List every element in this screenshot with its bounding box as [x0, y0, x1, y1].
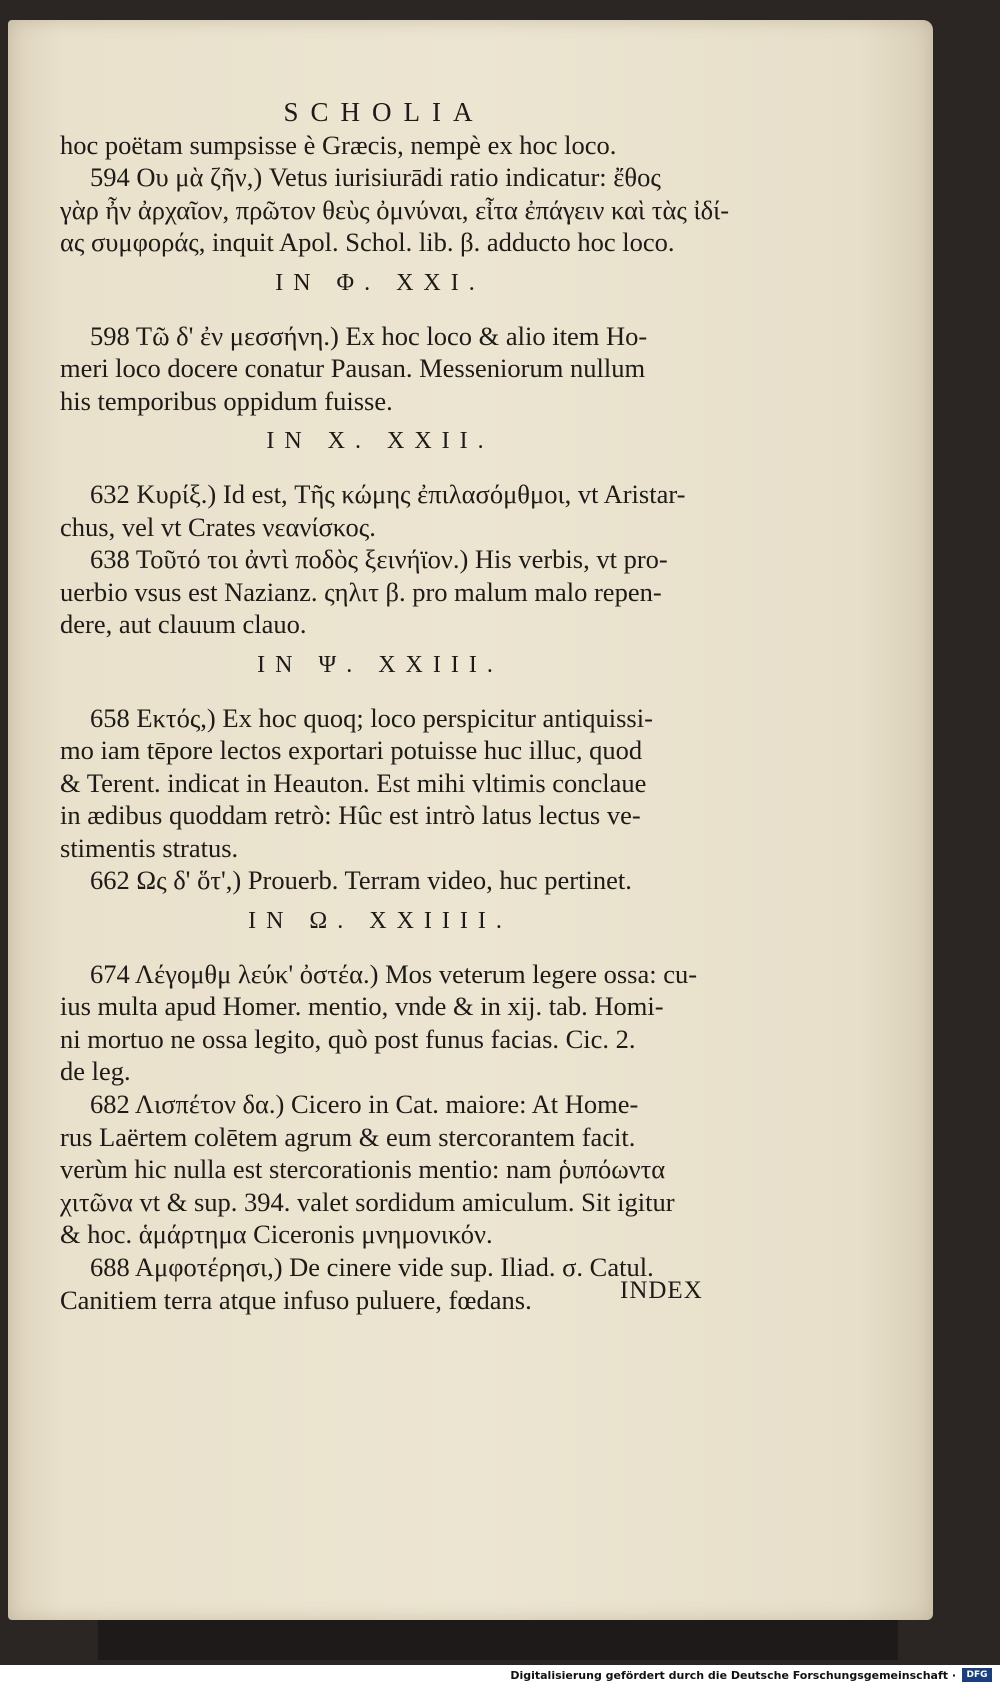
text-line: verùm hic nulla est stercorationis mentio: nam ῥυπόωντα	[60, 1154, 666, 1185]
text-line: 598 Τῶ δ' ἐν μεσσήνη.) Ex hoc loco & alio item Ho-	[90, 320, 648, 351]
text-line: & hoc. ἁμάρτημα Ciceronis μνημονικόν.	[60, 1219, 493, 1250]
text-line: ni mortuo ne ossa legito, quò post funus facias. Cic. 2.	[60, 1023, 636, 1054]
footer-credit: Digitalisierung gefördert durch die Deutsche Forschungsgemeinschaft ·	[510, 1669, 956, 1682]
text-line: 658 Εκτός,) Ex hoc quoq; loco perspicitur antiquissi-	[90, 702, 653, 733]
dfg-logo-icon: DFG	[962, 1668, 992, 1682]
text-line: 688 Αμφοτέρησι,) De cinere vide sup. Iliad. σ. Catul.	[90, 1252, 654, 1282]
section-book-23	[60, 649, 700, 897]
text-line: chus, vel vt Crates νεανίσκος.	[60, 511, 376, 542]
running-header: SCHOLIA	[283, 97, 485, 127]
text-line: meri loco docere conatur Pausan. Messeniorum nullum	[60, 353, 646, 384]
text-line: stimentis stratus.	[60, 832, 239, 863]
text-line: ius multa apud Homer. mentio, vnde & in xij. tab. Homi-	[60, 991, 664, 1022]
intro-paragraph	[60, 129, 730, 259]
catchword: INDEX	[620, 1277, 703, 1304]
scan-background	[98, 1620, 898, 1660]
text-line: & Terent. indicat in Heauton. Est mihi vltimis conclaue	[60, 767, 647, 798]
text-line: ας συμφοράς, inquit Apol. Schol. lib. β. adducto hoc loco.	[60, 227, 675, 258]
text-line: uerbio vsus est Nazianz. ςηλιτ β. pro malum malo repen-	[60, 576, 662, 607]
text-line: hoc poëtam sumpsisse è Græcis, nempè ex hoc loco.	[60, 129, 617, 160]
text-line: 662 Ως δ' ὅτ',) Prouerb. Terram video, huc pertinet.	[90, 865, 632, 896]
section-book-22	[60, 425, 700, 641]
section-title: IN Ψ. XXIII.	[257, 651, 503, 678]
page-text	[60, 96, 730, 1316]
text-line: mo iam tēpore lectos exportari potuisse huc illuc, quod	[60, 735, 643, 766]
text-line: Canitiem terra atque infuso puluere, fœdans.	[60, 1284, 532, 1315]
text-line: rus Laërtem colētem agrum & eum stercorantem facit.	[60, 1121, 636, 1152]
section-title: IN Φ. XXI.	[275, 269, 485, 296]
text-line: 682 Λισπέτον δα.) Cicero in Cat. maiore: At Home-	[90, 1089, 639, 1120]
text-line: 638 Τοῦτό τοι ἀντὶ ποδὸς ξεινήϊον.) His verbis, vt pro-	[90, 544, 668, 575]
text-line: 674 Λέγομθμ λεύκ' ὀστέα.) Mos veterum legere ossa: cu-	[90, 958, 698, 989]
text-line: 632 Κυρίξ.) Id est, Τῆς κώμης ἐπιλασόμθμοι, vt Aristar-	[90, 478, 686, 509]
text-line: his temporibus oppidum fuisse.	[60, 385, 393, 416]
digitization-footer	[0, 1665, 1000, 1687]
text-line: dere, aut clauum clauo.	[60, 609, 307, 640]
section-book-21	[60, 267, 700, 417]
section-book-24	[60, 905, 700, 1316]
text-line: χιτῶνα vt & sup. 394. valet sordidum amiculum. Sit igitur	[60, 1186, 675, 1217]
section-title: IN Ω. XXIIII.	[248, 908, 512, 935]
section-title: IN X. XXII.	[266, 428, 494, 455]
text-line: 594 Ου μὰ ζῆν,) Vetus iurisiurādi ratio indicatur: ἔθος	[90, 162, 661, 193]
text-line: γὰρ ἦν ἀρχαῖον, πρῶτον θεὺς ὀμνύναι, εἶτα ἐπάγειν καὶ τὰς ἰδί-	[60, 194, 730, 225]
text-line: de leg.	[60, 1056, 131, 1087]
text-line: in ædibus quoddam retrò: Hûc est intrò latus lectus ve-	[60, 800, 641, 831]
